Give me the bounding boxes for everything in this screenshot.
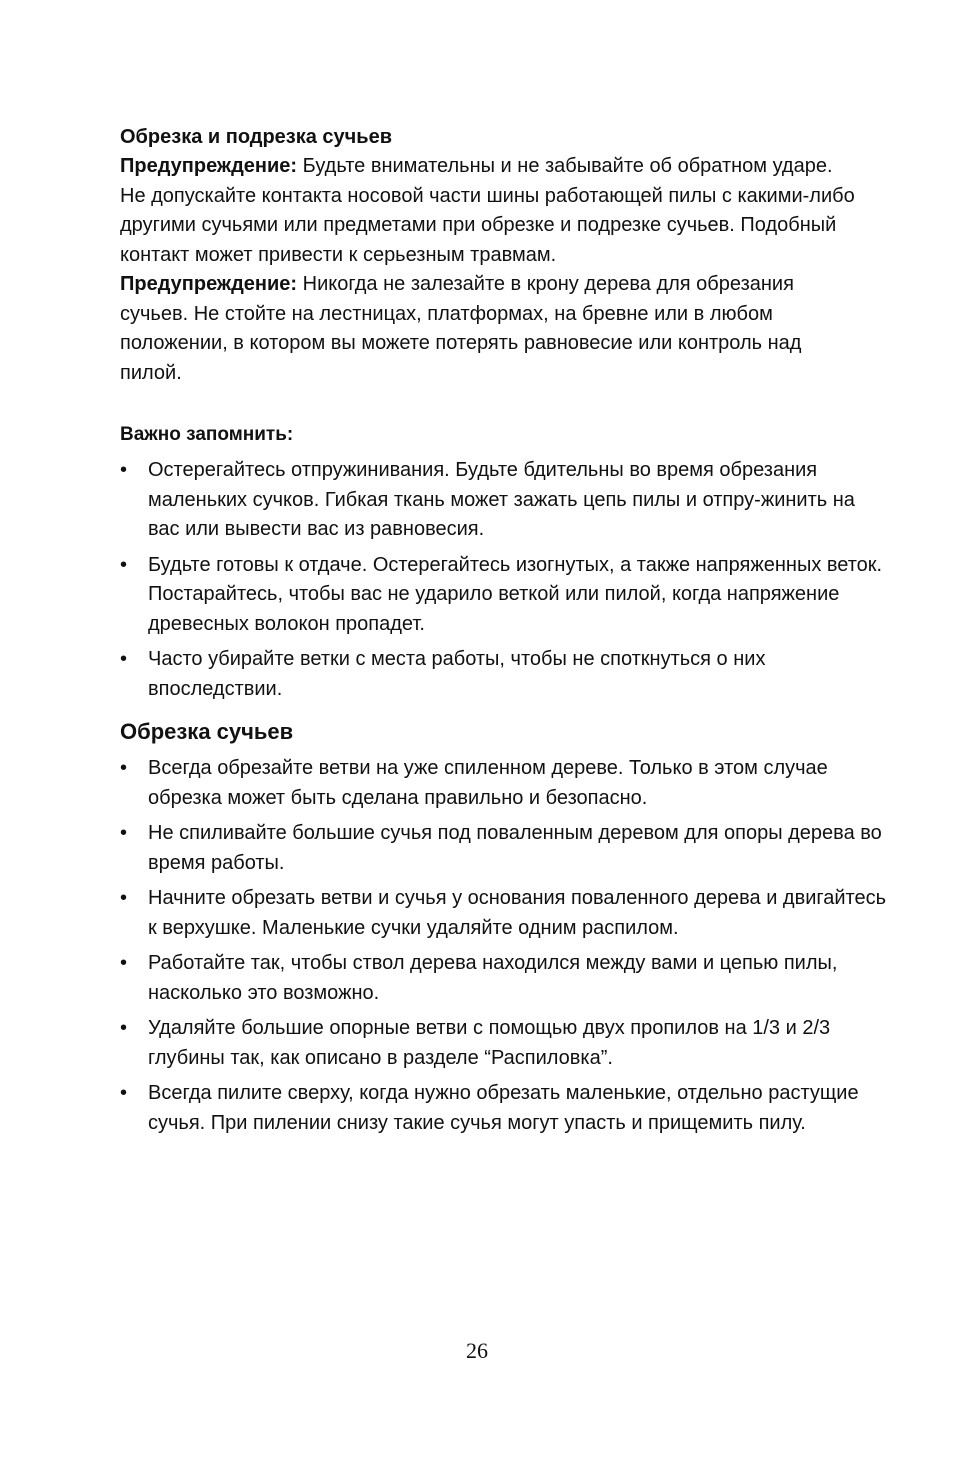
bullet-icon: • [120,459,128,481]
warning-label: Предупреждение: [120,155,298,177]
bullet-icon: • [120,553,128,576]
list-item [120,456,888,545]
bullet-icon: • [120,648,128,670]
list-item-text: Всегда пилите сверху, когда нужно обрезать маленькие, отдельно растущие сучья. При пилении снизу такие сучья могут упасть и прищемить пилу. [148,1082,859,1134]
list-item-text: Удаляйте большие опорные ветви с помощью двух пропилов на 1/3 и 2/3 глубины так, как описано в разделе “Распиловка”. [148,1017,831,1069]
bullet-icon: • [120,1082,128,1104]
list-item [120,949,888,1008]
list-item-text: Не спиливайте большие сучья под поваленным деревом для опоры дерева во время работы. [148,822,882,874]
limbing-list [120,754,887,1138]
list-item [120,884,888,943]
list-item [120,1014,888,1073]
list-item [120,1079,888,1138]
important-list [120,456,883,704]
bullet-icon: • [120,887,128,909]
list-item-text: Всегда обрезайте ветви на уже спиленном дереве. Только в этом случае обрезка может быть сделана правильно и безопасно. [148,757,828,809]
limbing-heading: Обрезка сучьев [120,719,294,744]
page-content [120,122,887,1144]
list-item-text: Часто убирайте ветки с места работы, чтобы не споткнуться о них впоследствии. [148,648,766,700]
list-item-text: Будьте готовы к отдаче. Остерегайтесь изогнутых, а также напряженных веток. Постарайтесь, чтобы вас не ударило веткой или пилой, когда напряжение древесных волокон пропадет. [148,553,883,635]
important-heading: Важно запомнить: [120,424,294,445]
list-item-text: Остерегайтесь отпружинивания. Будьте бдительны во время обрезания маленьких сучков. Гибкая ткань может зажать цепь пилы и отпру-жинить на вас или вывести вас из равновесия. [148,459,855,540]
warning-paragraph-kickback [120,152,860,270]
bullet-icon: • [120,952,128,974]
page-number: 26 [466,1338,488,1363]
list-item [120,645,888,704]
warning-paragraph-climbing [120,270,860,388]
warning-label: Предупреждение: [120,273,298,295]
list-item [120,754,888,813]
list-item-text: Начните обрезать ветви и сучья у основания поваленного дерева и двигайтесь к верхушке. Маленькие сучки удаляйте одним распилом. [148,887,887,939]
bullet-icon: • [120,1017,128,1039]
list-item [120,819,888,878]
warning-text: Никогда не залезайте в крону дерева для обрезания сучьев. Не стойте на лестницах, платформах, на бревне или в любом положении, в котором вы можете потерять равновесие или контроль над пилой. [120,273,802,384]
bullet-icon: • [120,822,128,844]
list-item [120,551,888,640]
section-title: Обрезка и подрезка сучьев [120,126,393,148]
list-item-text: Работайте так, чтобы ствол дерева находился между вами и цепью пилы, насколько это возможно. [148,952,838,1004]
bullet-icon: • [120,757,128,779]
warning-text: Будьте внимательны и не забывайте об обратном ударе. Не допускайте контакта носовой части шины работающей пилы с какими-либо другими сучьями или предметами при обрезке и подрезке сучьев. Подобный контакт может привести к серьезным травмам. [120,155,855,266]
